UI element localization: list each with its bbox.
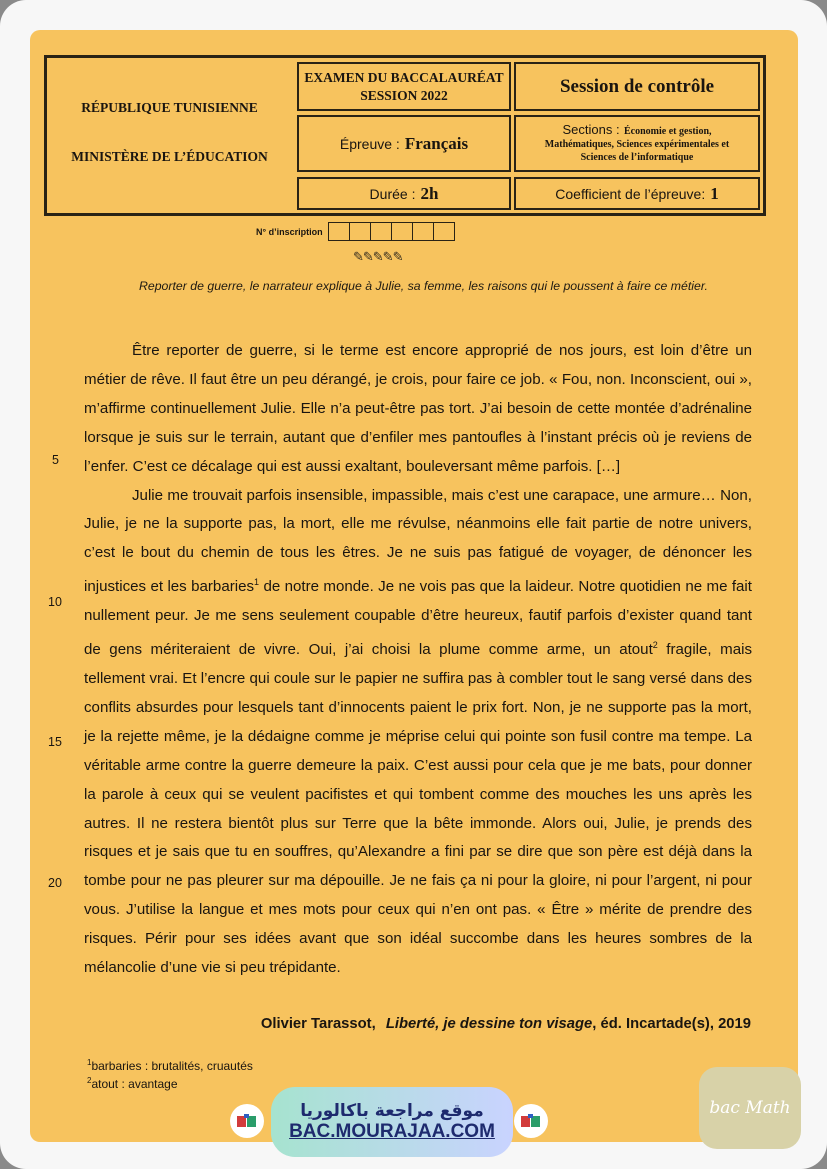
ministry-title: MINISTÈRE DE L’ÉDUCATION [71,149,268,164]
paragraph-2 [84,482,752,983]
note-2: atout : avantage [91,1076,178,1091]
duree-value: 2h [420,183,439,203]
line-number-10: 10 [48,595,62,609]
coef-label: Coefficient de l’épreuve: [555,185,706,202]
epreuve-value: Français [404,133,469,153]
site-name-arabic: موقع مراجعة باكالوريا [300,1101,484,1121]
sections-cell [514,115,760,172]
inscription-box[interactable] [391,222,413,241]
site-logo-right [514,1104,548,1138]
epreuve-label: Épreuve : [339,135,400,152]
exam-title: EXAMEN DU BACCALAURÉAT [304,69,504,85]
paragraph-2-part-b: de notre monde. Je ne vois pas que la laideur. Notre quotidien ne me fait nullement peur. Je me sens seulement coupable d’être heureux, fautif parfois d’exister quand tant de gens mériteraient de vivre. Oui, j’ai choisi la plume comme arme, un atout [84,578,752,659]
footnotes [87,1056,253,1091]
site-url[interactable]: BAC.MOURAJAA.COM [289,1121,495,1142]
note-2-number: 2 [87,1075,92,1085]
book-icon [236,1113,258,1129]
intro-text: Reporter de guerre, le narrateur explique à Julie, sa femme, les raisons qui le poussent à faire ce métier. [139,279,708,293]
institution-block [52,100,287,165]
site-logo-left [230,1104,264,1138]
source-author: Olivier Tarassot, [260,1016,376,1032]
republic-title: RÉPUBLIQUE TUNISIENNE [81,100,258,115]
inscription-field [256,222,455,241]
inscription-label: N° d’inscription [256,226,323,237]
duree-label: Durée : [369,185,416,202]
sections-value-2: Mathématiques, Sciences expérimentales et [544,139,730,150]
exam-cell [297,62,511,111]
inscription-box[interactable] [433,222,455,241]
duree-cell [297,177,511,210]
paragraph-2-part-a: Julie me trouvait parfois insensible, impassible, mais c’est une carapace, une armure… Non, Julie, je ne la supporte pas, la mort, elle me révulse, néanmoins elle fait partie de notre univers, c’est le bout du chemin de tous les êtres. Je ne suis pas fatigué de voyager, de dénoncer les injustices et les barbaries [84,486,752,596]
sections-value-3: Sciences de l’informatique [580,152,694,163]
paragraph-2-part-c: fragile, mais tellement vrai. Et l’encre qui coule sur le papier ne suffira pas à combler tout le sang versé dans des conflits absurdes pour lesquels tant d’innocents paient le prix fort. Non, je ne supporte pas la mort, je la rejette même, je la dédaigne comme je méprise celui qui pointe son fusil contre ma tempe. La véritable arme contre la guerre demeure la paix. C’est aussi pour cela que je me bats, pour donner la parole à ceux qui se veulent pacifistes et qui tombent comme des mouches les uns après les autres. Il ne restera bientôt plus sur Terre que la bête immonde. Alors oui, Julie, je prends des risques et je sais que tu en souffres, qu’Alexandre a fini par se dire que son père est déjà dans la tombe pour ne pas pleurer sur ma dépouille. Je ne fais ça ni pour la gloire, ni pour l’argent, ni pour vous. J’utilise la langue et mes mots pour ceux qui n’en ont pas. « Être » mérite de prendre des risques. Périr pour ses idées avant que son idéal succombe dans les heures sombres de la mélancolie d’une vie si peu trépidante. [84,641,752,977]
sections-label: Sections : [562,122,620,137]
inscription-box[interactable] [370,222,392,241]
exam-session: SESSION 2022 [360,87,448,103]
bacmath-logo: bac Math [699,1067,801,1149]
source-citation [261,1016,751,1032]
inscription-box[interactable] [412,222,434,241]
session-cell [514,62,760,111]
site-badge[interactable] [271,1087,513,1157]
line-number-20: 20 [48,876,62,890]
inscription-box[interactable] [328,222,350,241]
line-number-15: 15 [48,735,62,749]
sections-value-1: Économie et gestion, [624,126,712,137]
main-text [84,337,752,983]
coef-value: 1 [710,183,719,203]
pencil-icons: ✎✎✎✎✎ [353,249,403,264]
note-1-number: 1 [87,1058,92,1067]
session-type: Session de contrôle [559,75,715,97]
source-publisher: , éd. Incartade(s), 2019 [592,1016,751,1032]
epreuve-cell [297,115,511,172]
footnote-ref-1: 1 [254,577,260,588]
line-number-5: 5 [52,453,59,467]
source-title: Liberté, je dessine ton visage [385,1016,593,1032]
paragraph-1: Être reporter de guerre, si le terme est encore approprié de nos jours, est loin d’être un métier de rêve. Il faut être un peu dérangé, je crois, pour faire ce job. « Fou, non. Inconscient, oui », m’affirme continuellement Julie. Elle n’a peut-être pas tort. J’ai besoin de cette montée d’adrénaline lorsque je suis sur le terrain, autant que d’enfiler mes pantoufles à l’instant précis où je reviens de l’enfer. C’est ce décalage qui est aussi exaltant, bouleversant même parfois. […] [84,342,752,475]
note-1: barbaries : brutalités, cruautés [91,1059,253,1073]
book-icon [520,1113,542,1129]
inscription-box[interactable] [349,222,371,241]
coef-cell [514,177,760,210]
footnote-ref-2: 2 [652,640,658,651]
